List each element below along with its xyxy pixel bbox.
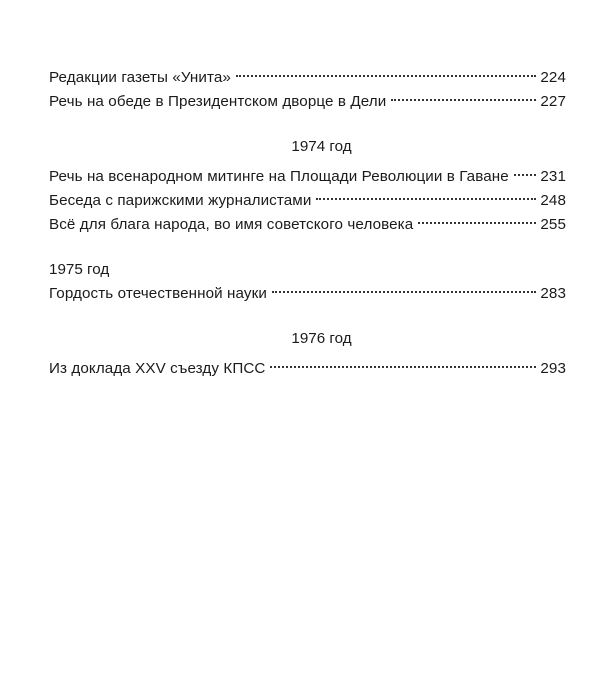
toc-entry-title: Гордость отечественной науки	[49, 285, 267, 302]
table-of-contents	[49, 66, 566, 381]
dot-leader	[418, 222, 536, 224]
toc-entry	[49, 282, 566, 306]
toc-entry-title: Речь на всенародном митинге на Площади Революции в Гаване	[49, 168, 509, 185]
dot-leader	[236, 75, 536, 77]
year-heading: 1975 год	[49, 261, 110, 278]
toc-entry-title: Из доклада XXV съезду КПСС	[49, 360, 266, 377]
dot-leader	[391, 99, 536, 101]
toc-entry	[49, 90, 566, 114]
toc-entry-title: Всё для блага народа, во имя советского человека	[49, 216, 414, 233]
toc-entry	[49, 66, 566, 90]
dot-leader	[272, 291, 536, 293]
toc-entry-page: 231	[540, 168, 566, 185]
toc-entry	[49, 165, 566, 189]
toc-entry-page: 227	[540, 93, 566, 110]
toc-entry-page: 248	[540, 192, 566, 209]
dot-leader	[316, 198, 536, 200]
toc-entry	[49, 189, 566, 213]
toc-entry	[49, 357, 566, 381]
toc-entry-page: 293	[540, 360, 566, 377]
toc-entry	[49, 213, 566, 237]
toc-entry-page: 224	[540, 69, 566, 86]
year-heading: 1974 год	[291, 138, 352, 155]
dot-leader	[514, 174, 537, 176]
dot-leader	[270, 366, 536, 368]
year-heading: 1976 год	[291, 330, 352, 347]
toc-entry-title: Беседа с парижскими журналистами	[49, 192, 312, 209]
toc-entry-title: Речь на обеде в Президентском дворце в Дели	[49, 93, 387, 110]
toc-entry-page: 255	[540, 216, 566, 233]
toc-entry-title: Редакции газеты «Унита»	[49, 69, 231, 86]
toc-entry-page: 283	[540, 285, 566, 302]
